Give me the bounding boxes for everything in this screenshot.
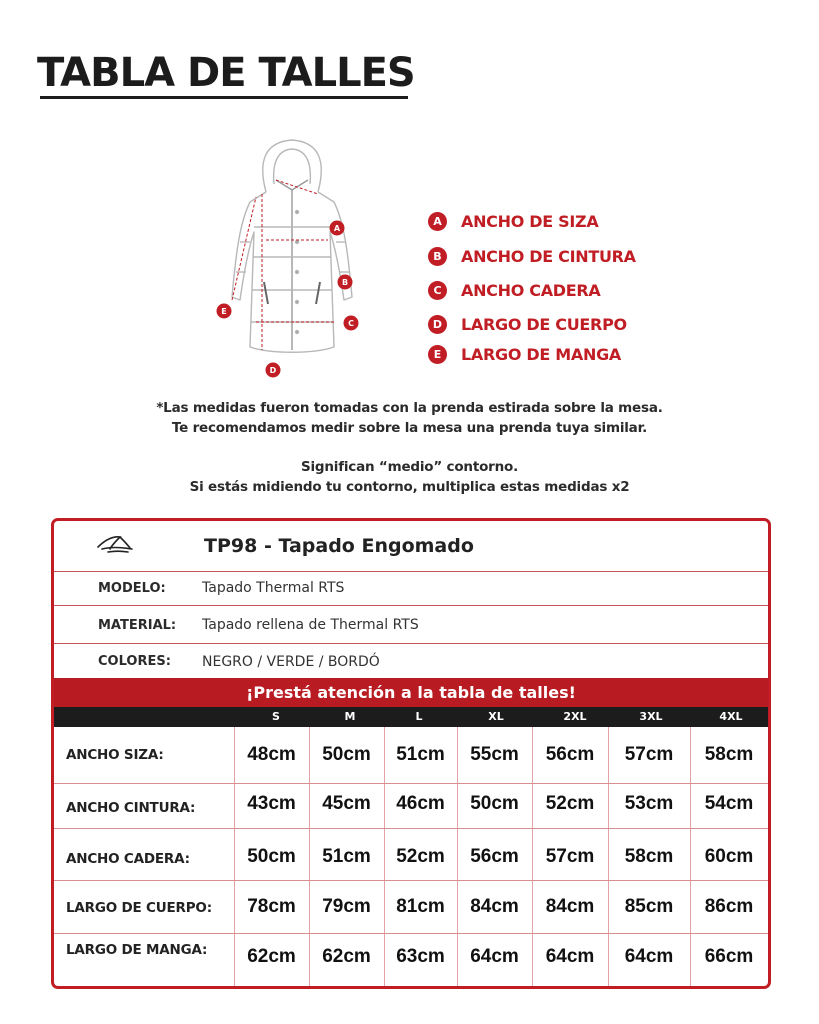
- table-cell: 46cm: [396, 793, 445, 814]
- table-cell: 84cm: [470, 896, 519, 917]
- colores-value: NEGRO / VERDE / BORDÓ: [202, 653, 380, 670]
- table-cell: 86cm: [704, 896, 754, 917]
- legend-item-c: [428, 273, 636, 307]
- attention-banner: ¡Prestá atención a la tabla de talles!: [54, 678, 768, 707]
- table-cell: 51cm: [322, 846, 371, 867]
- table-cell: 85cm: [624, 896, 674, 917]
- note-line-3: Significan “medio” contorno.: [300, 459, 519, 475]
- legend-marker-a: A: [428, 212, 447, 231]
- table-cell: 48cm: [247, 744, 296, 765]
- svg-text:C: C: [348, 319, 354, 328]
- material-row: [54, 607, 768, 644]
- table-cell: 51cm: [396, 744, 445, 765]
- svg-text:D: D: [269, 366, 277, 375]
- row-label: ANCHO CINTURA:: [66, 800, 196, 816]
- modelo-value: Tapado Thermal RTS: [202, 580, 345, 596]
- modelo-row: [54, 571, 768, 606]
- legend-label-b: ANCHO DE CINTURA: [461, 246, 636, 266]
- size-header-l: L: [415, 710, 423, 723]
- size-header-s: S: [272, 710, 280, 723]
- legend-item-a: [428, 204, 636, 238]
- colores-label: COLORES:: [98, 654, 171, 669]
- svg-text:E: E: [221, 307, 227, 316]
- legend-marker-c: C: [428, 281, 447, 300]
- table-cell: 84cm: [545, 896, 595, 917]
- size-table: [51, 518, 771, 989]
- table-cell: 62cm: [247, 946, 296, 967]
- table-cell: 52cm: [545, 793, 595, 814]
- svg-text:B: B: [341, 278, 349, 287]
- table-row: [54, 881, 768, 934]
- table-cell: 78cm: [247, 896, 296, 917]
- table-cell: 55cm: [470, 744, 519, 765]
- table-row: [54, 784, 768, 829]
- table-cell: 43cm: [247, 793, 296, 814]
- legend-marker-b: B: [428, 247, 447, 266]
- size-header-3xl: 3XL: [639, 710, 663, 723]
- note-line-2: Te recomendamos medir sobre la mesa una prenda tuya similar.: [171, 420, 648, 436]
- row-label: LARGO DE CUERPO:: [66, 900, 212, 916]
- table-cell: 64cm: [470, 946, 519, 967]
- table-cell: 63cm: [396, 946, 445, 967]
- legend-label-c: ANCHO CADERA: [461, 280, 601, 300]
- product-header-row: [54, 521, 768, 572]
- legend-item-b: [428, 239, 636, 273]
- table-cell: 58cm: [704, 744, 754, 765]
- colores-row: [54, 645, 768, 678]
- table-cell: 50cm: [247, 846, 296, 867]
- table-cell: 50cm: [470, 793, 519, 814]
- table-row: [54, 934, 768, 986]
- table-row: [54, 829, 768, 881]
- size-header-xl: XL: [488, 710, 504, 723]
- table-cell: 56cm: [545, 744, 595, 765]
- brand-logo-icon: [96, 533, 134, 555]
- table-cell: 58cm: [624, 846, 674, 867]
- legend-label-a: ANCHO DE SIZA: [461, 211, 599, 231]
- legend-marker-e: E: [428, 345, 447, 364]
- table-cell: 64cm: [624, 946, 674, 967]
- table-cell: 64cm: [545, 946, 595, 967]
- table-cell: 50cm: [322, 744, 371, 765]
- size-header-bar: [54, 707, 768, 727]
- table-cell: 57cm: [624, 744, 674, 765]
- table-cell: 56cm: [470, 846, 519, 867]
- table-cell: 79cm: [322, 896, 371, 917]
- table-cell: 81cm: [396, 896, 445, 917]
- table-cell: 66cm: [704, 946, 754, 967]
- legend-marker-d: D: [428, 315, 447, 334]
- table-cell: 45cm: [322, 793, 371, 814]
- row-label: LARGO DE MANGA:: [66, 942, 208, 958]
- legend-label-d: LARGO DE CUERPO: [461, 314, 627, 334]
- note-line-1: *Las medidas fueron tomadas con la prenda estirada sobre la mesa.: [156, 400, 663, 416]
- size-header-4xl: 4XL: [719, 710, 743, 723]
- table-cell: 53cm: [624, 793, 674, 814]
- coat-illustration: [200, 132, 370, 382]
- table-cell: 57cm: [545, 846, 595, 867]
- material-label: MATERIAL:: [98, 617, 177, 633]
- material-value: Tapado rellena de Thermal RTS: [202, 617, 419, 633]
- table-cell: 54cm: [704, 793, 754, 814]
- legend-label-e: LARGO DE MANGA: [461, 344, 621, 364]
- modelo-label: MODELO:: [98, 580, 166, 596]
- row-label: ANCHO CADERA:: [66, 851, 190, 867]
- measurement-legend: [428, 204, 636, 371]
- table-cell: 62cm: [322, 946, 371, 967]
- row-label: ANCHO SIZA:: [66, 747, 164, 763]
- table-cell: 60cm: [704, 846, 754, 867]
- title-underline: [40, 96, 408, 99]
- table-row: [54, 727, 768, 784]
- page-title: TABLA DE TALLES: [37, 50, 415, 96]
- product-title: TP98 - Tapado Engomado: [204, 535, 474, 557]
- legend-item-e: [428, 337, 636, 371]
- svg-text:A: A: [333, 224, 341, 233]
- size-header-2xl: 2XL: [563, 710, 587, 723]
- table-cell: 52cm: [396, 846, 445, 867]
- note-line-4: Si estás midiendo tu contorno, multiplica estas medidas x2: [189, 479, 630, 495]
- legend-item-d: [428, 307, 636, 341]
- size-header-m: M: [344, 710, 356, 723]
